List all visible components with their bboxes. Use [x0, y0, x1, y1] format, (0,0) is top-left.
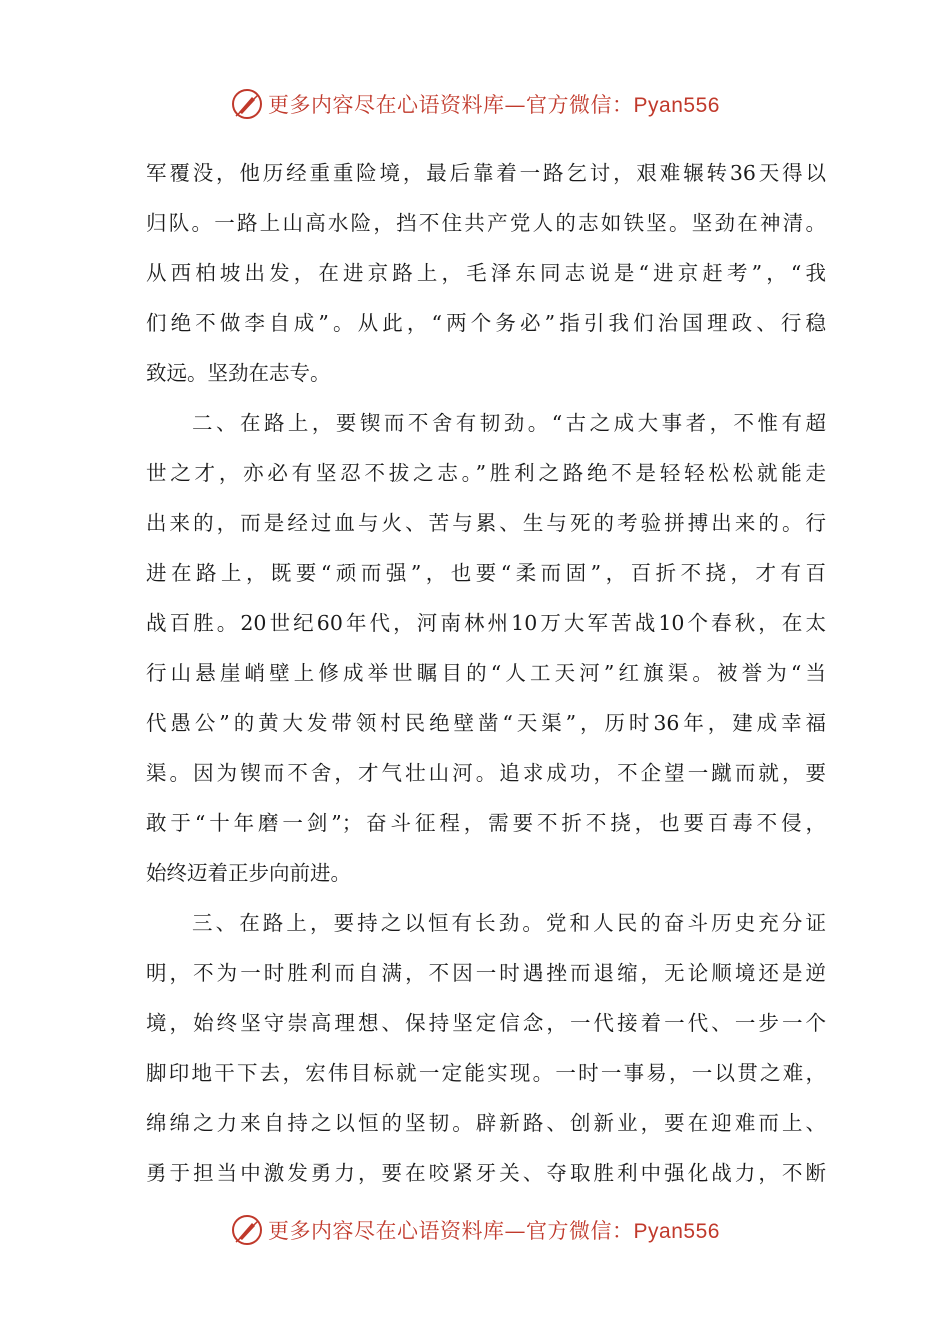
header-watermark	[0, 84, 950, 124]
text-line: 战百胜。20世纪60年代，河南林州10万大军苦战10个春秋，在太	[146, 611, 826, 635]
text-line: 世之才，亦必有坚忍不拔之志。”胜利之路绝不是轻轻松松就能走	[146, 461, 826, 485]
watermark-text	[268, 1215, 720, 1245]
text-line: 行山悬崖峭壁上修成举世瞩目的“人工天河”红旗渠。被誉为“当	[146, 661, 826, 685]
text-line: 绵绵之力来自持之以恒的坚韧。辟新路、创新业，要在迎难而上、	[146, 1111, 826, 1135]
text-line: 归队。一路上山高水险，挡不住共产党人的志如铁坚。坚劲在神清。	[146, 211, 826, 235]
watermark-wechat-id: Pyan556	[633, 94, 720, 117]
watermark-main: 更多内容尽在心语资料库—官方微信：	[268, 1219, 634, 1243]
document-body	[146, 148, 826, 1198]
pen-logo-icon	[230, 87, 264, 121]
watermark-main: 更多内容尽在心语资料库—官方微信：	[268, 93, 634, 117]
text-line: 境，始终坚守崇高理想、保持坚定信念，一代接着一代、一步一个	[146, 1011, 826, 1035]
text-line: 敢于“十年磨一剑”；奋斗征程，需要不折不挠，也要百毒不侵，	[146, 811, 826, 835]
text-line: 们绝不做李自成”。从此，“两个务必”指引我们治国理政、行稳	[146, 311, 826, 335]
text-line: 渠。因为锲而不舍，才气壮山河。追求成功，不企望一蹴而就，要	[146, 761, 826, 785]
watermark-text	[268, 89, 720, 119]
text-line: 出来的，而是经过血与火、苦与累、生与死的考验拼搏出来的。行	[146, 511, 826, 535]
footer-watermark	[0, 1210, 950, 1250]
text-line: 勇于担当中激发勇力，要在咬紧牙关、夺取胜利中强化战力，不断	[146, 1161, 826, 1185]
text-line: 始终迈着正步向前进。	[146, 861, 351, 885]
text-line: 进在路上，既要“顽而强”，也要“柔而固”，百折不挠，才有百	[146, 561, 826, 585]
text-line: 从西柏坡出发，在进京路上，毛泽东同志说是“进京赶考”，“我	[146, 261, 826, 285]
text-line: 明，不为一时胜利而自满，不因一时遇挫而退缩，无论顺境还是逆	[146, 961, 826, 985]
pen-logo-icon	[230, 1213, 264, 1247]
text-line: 致远。坚劲在志专。	[146, 361, 331, 385]
paragraph-start-line: 二、在路上，要锲而不舍有韧劲。“古之成大事者，不惟有超	[192, 411, 826, 435]
text-line: 脚印地干下去，宏伟目标就一定能实现。一时一事易，一以贯之难，	[146, 1061, 826, 1085]
text-line: 代愚公”的黄大发带领村民绝壁凿“天渠”，历时36年，建成幸福	[146, 711, 826, 735]
watermark-wechat-id: Pyan556	[633, 1220, 720, 1243]
text-line: 军覆没，他历经重重险境，最后靠着一路乞讨，艰难辗转36天得以	[146, 161, 826, 185]
paragraph-start-line: 三、在路上，要持之以恒有长劲。党和人民的奋斗历史充分证	[192, 911, 826, 935]
